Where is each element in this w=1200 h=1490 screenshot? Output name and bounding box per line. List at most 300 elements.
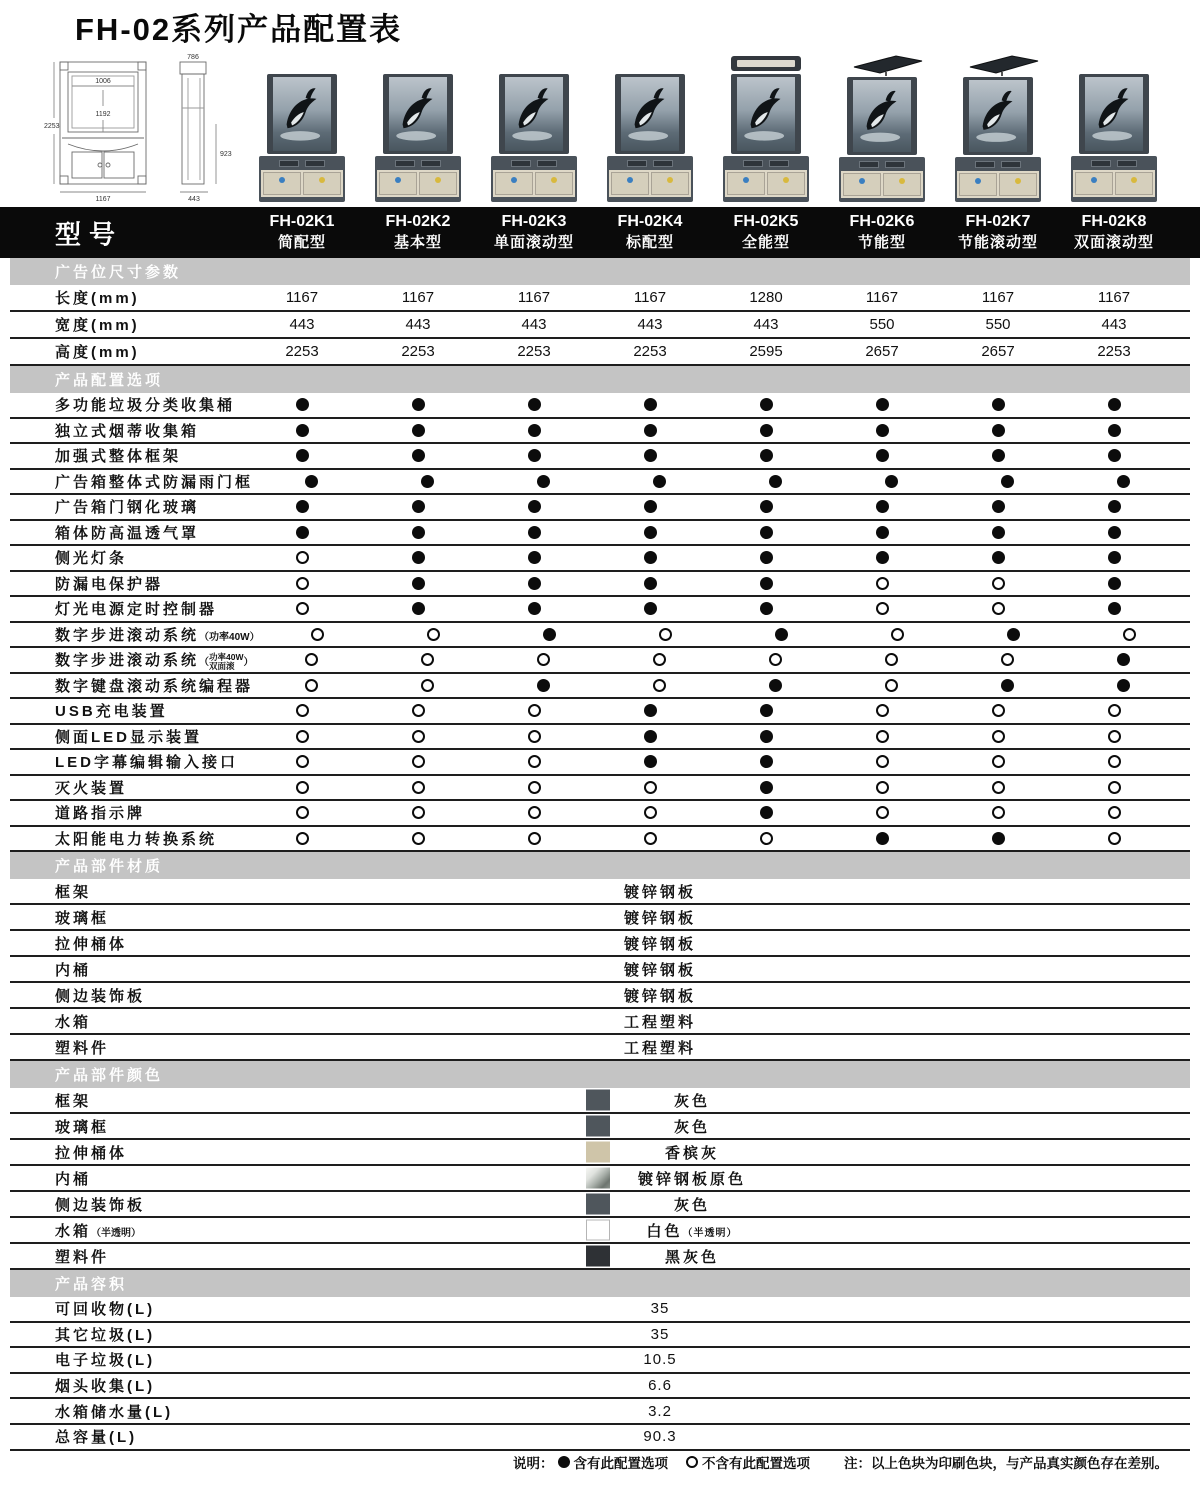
vent-slot (421, 160, 441, 167)
bin-doors (841, 171, 923, 198)
value-cell: 1167 (401, 289, 435, 306)
dot-cell (360, 500, 476, 513)
value-cell: 2253 (1097, 343, 1131, 360)
ad-lightbox (847, 77, 917, 155)
spec-row (10, 1323, 1190, 1349)
spec-row (10, 776, 1190, 802)
spec-row (10, 1425, 1190, 1451)
product-image-fh-02k7 (940, 54, 1056, 202)
dot-cells (244, 500, 1172, 513)
row-label: 水箱 (55, 1013, 92, 1031)
dot-filled (876, 449, 889, 462)
value-cell: 1167 (981, 289, 1015, 306)
dot-empty (528, 781, 541, 794)
dot-cell (360, 755, 476, 768)
door-knob (743, 177, 749, 183)
dot-cell (824, 449, 940, 462)
door-knob (627, 177, 633, 183)
dot-empty (296, 730, 309, 743)
dot-filled (992, 398, 1005, 411)
dot-filled (1108, 602, 1121, 615)
model-column-fh-02k4 (592, 207, 708, 258)
row-label: 可回收物(L) (55, 1301, 156, 1319)
spec-row (10, 312, 1190, 339)
dot-filled (760, 398, 773, 411)
dot-empty (769, 653, 782, 666)
dot-filled (644, 730, 657, 743)
dot-cells (244, 704, 1172, 717)
dot-filled (644, 526, 657, 539)
product-image-fh-02k8 (1056, 54, 1172, 202)
dot-empty (992, 730, 1005, 743)
dot-cell (708, 806, 824, 819)
section-band (10, 366, 1190, 393)
dot-empty (644, 781, 657, 794)
solar-panel-icon (836, 54, 928, 76)
door-knob (1131, 177, 1137, 183)
orca-poster (1085, 77, 1143, 151)
dot-filled (769, 475, 782, 488)
model-code: FH-02K8 (1081, 213, 1147, 231)
dot-cell (592, 526, 708, 539)
dot-cell (824, 704, 940, 717)
dot-empty (644, 806, 657, 819)
model-name: 简配型 (277, 234, 326, 252)
row-label: 总容量(L) (55, 1429, 138, 1447)
vent-slot (279, 160, 299, 167)
dot-cell (476, 526, 592, 539)
dot-cell (485, 679, 601, 692)
dot-filled (537, 475, 550, 488)
dot-filled (876, 832, 889, 845)
bin-door (767, 172, 805, 195)
dot-filled (876, 398, 889, 411)
spec-row (10, 957, 1190, 983)
dot-empty (528, 806, 541, 819)
dot-cell (1056, 704, 1172, 717)
dot-cell (940, 832, 1056, 845)
dot-filled (1117, 653, 1130, 666)
spec-row (10, 1009, 1190, 1035)
dot-cell (360, 577, 476, 590)
dot-cell (717, 475, 833, 488)
dot-filled (1108, 424, 1121, 437)
dot-filled (644, 602, 657, 615)
dot-empty (876, 781, 889, 794)
dot-cell (824, 755, 940, 768)
dot-cell (956, 628, 1072, 641)
bin-cabinet (375, 156, 461, 202)
model-header-bar (0, 207, 1200, 258)
dot-empty (653, 653, 666, 666)
dot-empty (296, 832, 309, 845)
dot-empty (653, 679, 666, 692)
dot-cell (244, 781, 360, 794)
shared-value: 镀锌钢板 (623, 935, 696, 953)
spec-row (10, 597, 1190, 623)
dot-cell (940, 602, 1056, 615)
dot-cell (834, 653, 950, 666)
dot-filled (775, 628, 788, 641)
bin-doors (957, 171, 1039, 198)
vent-slot (769, 160, 789, 167)
dot-empty (528, 704, 541, 717)
dot-filled (1117, 679, 1130, 692)
door-knob (395, 177, 401, 183)
dot-cell (370, 653, 486, 666)
sign-face (737, 60, 795, 67)
vent-slot (975, 161, 995, 168)
bin-door (959, 173, 997, 196)
model-column-fh-02k8 (1056, 207, 1172, 258)
color-name: 镀锌钢板原色 (637, 1170, 746, 1188)
dot-filled (296, 500, 309, 513)
dot-cell (824, 424, 940, 437)
door-knob (319, 177, 325, 183)
dot-empty (305, 679, 318, 692)
dot-empty (1123, 628, 1136, 641)
dot-filled (296, 526, 309, 539)
dot-filled (1001, 475, 1014, 488)
bin-cabinet (723, 156, 809, 202)
shared-value: 90.3 (643, 1428, 677, 1446)
dot-cell (1056, 500, 1172, 513)
dot-cell (360, 602, 476, 615)
value-cells (244, 289, 1172, 306)
spec-row (10, 1192, 1190, 1218)
dot-empty (421, 679, 434, 692)
dot-cell (1056, 424, 1172, 437)
spec-row (10, 1218, 1190, 1244)
door-knob (551, 177, 557, 183)
spec-row (10, 444, 1190, 470)
dot-empty (876, 602, 889, 615)
dot-filled (644, 424, 657, 437)
dot-filled (1007, 628, 1020, 641)
model-name: 节能滚动型 (957, 234, 1038, 252)
value-cell: 443 (405, 316, 431, 333)
spec-row (10, 495, 1190, 521)
row-label: 高度(mm) (55, 344, 140, 361)
dot-cell (476, 832, 592, 845)
dot-filled (769, 679, 782, 692)
dot-cell (360, 449, 476, 462)
dot-cell (244, 602, 360, 615)
ad-lightbox (1079, 74, 1149, 154)
dot-cell (244, 424, 360, 437)
model-columns (244, 207, 1172, 258)
dot-cell (360, 526, 476, 539)
dot-cell (476, 730, 592, 743)
row-label: 其它垃圾(L) (55, 1326, 156, 1344)
spec-row (10, 1348, 1190, 1374)
dot-cell (592, 398, 708, 411)
dot-cell (244, 832, 360, 845)
spec-row (10, 419, 1190, 445)
value-cell: 2253 (633, 343, 667, 360)
dot-cell (708, 398, 824, 411)
dot-cell (940, 424, 1056, 437)
dot-cell (485, 475, 601, 488)
door-knob (279, 177, 285, 183)
dot-cell (824, 577, 940, 590)
dot-filled (760, 704, 773, 717)
dot-cell (708, 500, 824, 513)
dot-cell (708, 577, 824, 590)
dot-cell (824, 806, 940, 819)
dot-cell (360, 398, 476, 411)
bin-cabinet (955, 157, 1041, 202)
dot-filled (412, 424, 425, 437)
row-label-note: （ 功率40W 双面滚 ） (199, 652, 254, 671)
dot-empty (296, 602, 309, 615)
dot-cells (244, 832, 1172, 845)
value-cell: 2253 (401, 343, 435, 360)
dot-cell (476, 449, 592, 462)
dot-filled (296, 424, 309, 437)
empty-dot-icon (686, 1456, 698, 1468)
technical-drawing (42, 52, 242, 204)
door-knob (435, 177, 441, 183)
dot-empty (427, 628, 440, 641)
bin-doors (725, 170, 807, 197)
shared-value: 镀锌钢板 (623, 909, 696, 927)
dot-cells (244, 398, 1172, 411)
dot-cell (592, 449, 708, 462)
dot-filled (992, 424, 1005, 437)
value-cell: 1280 (749, 289, 783, 306)
dot-empty (412, 704, 425, 717)
bin-vents (957, 159, 1039, 170)
model-name: 标配型 (625, 234, 674, 252)
section-label: 产品部件材质 (55, 858, 164, 875)
dot-cell (608, 628, 724, 641)
dot-empty (305, 653, 318, 666)
dot-cells (244, 781, 1172, 794)
dot-cell (1056, 755, 1172, 768)
spec-row (10, 725, 1190, 751)
dot-cell (592, 704, 708, 717)
dot-cell (244, 449, 360, 462)
legend-filled-label: 含有此配置选项 (573, 1456, 668, 1471)
bin-doors (609, 170, 691, 197)
dot-empty (528, 832, 541, 845)
vent-slot (627, 160, 647, 167)
dot-filled (1108, 398, 1121, 411)
dot-cell (833, 679, 949, 692)
dot-cell (244, 806, 360, 819)
dot-cell (592, 551, 708, 564)
dot-cell (1056, 449, 1172, 462)
row-label: 玻璃框 (55, 1118, 110, 1136)
model-name: 全能型 (741, 234, 790, 252)
dot-filled (412, 500, 425, 513)
bin-door (611, 172, 649, 195)
value-cell: 2253 (285, 343, 319, 360)
orca-poster (737, 77, 795, 151)
bin-cabinet (839, 157, 925, 202)
dot-cell (244, 704, 360, 717)
bin-door (303, 172, 341, 195)
value-cell: 2595 (749, 343, 783, 360)
dot-cell (601, 475, 717, 488)
dot-empty (992, 755, 1005, 768)
dot-cell (476, 755, 592, 768)
dot-filled (412, 398, 425, 411)
section-label: 产品部件颜色 (55, 1067, 164, 1084)
row-label: 宽度(mm) (55, 317, 140, 334)
shared-value: 镀锌钢板 (623, 987, 696, 1005)
value-cell: 550 (869, 316, 895, 333)
orca-poster (621, 77, 679, 151)
dot-empty (992, 577, 1005, 590)
dot-cell (824, 781, 940, 794)
value-cell: 443 (1101, 316, 1127, 333)
dot-empty (876, 704, 889, 717)
dot-empty (412, 806, 425, 819)
products-row (244, 54, 1172, 202)
bin-door (651, 172, 689, 195)
value-cells (244, 316, 1172, 333)
footer-legend (513, 1452, 1168, 1472)
dot-cell (1066, 653, 1182, 666)
color-name-note: （半透明） (682, 1227, 738, 1239)
row-label: 拉伸桶体 (55, 935, 128, 953)
dot-cell (718, 653, 834, 666)
shared-value: 35 (650, 1325, 670, 1343)
row-label: 数字键盘滚动系统编程器 (55, 677, 254, 695)
section-label: 产品配置选项 (55, 372, 164, 389)
bin-cabinet (491, 156, 577, 202)
value-cell: 443 (637, 316, 663, 333)
dot-cell (592, 806, 708, 819)
value-cell: 2657 (981, 343, 1015, 360)
model-name: 节能型 (857, 234, 906, 252)
spec-row (10, 827, 1190, 853)
dot-filled (1108, 449, 1121, 462)
door-knob (859, 178, 865, 184)
dot-empty (885, 679, 898, 692)
bin-vents (1073, 158, 1155, 169)
dot-empty (1108, 781, 1121, 794)
dot-cell (360, 551, 476, 564)
dot-cell (824, 602, 940, 615)
spec-row (10, 1297, 1190, 1323)
dot-filled (305, 475, 318, 488)
color-disclaimer-note: 注：以上色块为印刷色块，与产品真实颜色存在差别。 (844, 1456, 1168, 1471)
dot-empty (760, 832, 773, 845)
row-label: 框架 (55, 883, 92, 901)
spec-row (10, 879, 1190, 905)
dot-filled (760, 449, 773, 462)
value-cell: 1167 (633, 289, 667, 306)
dot-cell (940, 755, 1056, 768)
spec-row (10, 1088, 1190, 1114)
dot-empty (412, 755, 425, 768)
orca-poster (505, 77, 563, 151)
sign-box (731, 56, 801, 71)
dot-cell (592, 832, 708, 845)
dot-cells (244, 755, 1172, 768)
row-label: 侧面LED显示装置 (55, 728, 203, 746)
dot-cell (940, 781, 1056, 794)
row-label: 防漏电保护器 (55, 575, 164, 593)
dot-filled (760, 424, 773, 437)
row-label: 烟头收集(L) (55, 1378, 156, 1396)
dim-overall-height: 2253 (44, 123, 60, 130)
dot-filled (296, 398, 309, 411)
dot-cell (244, 500, 360, 513)
spec-row (10, 750, 1190, 776)
dot-empty (412, 781, 425, 794)
bin-doors (377, 170, 459, 197)
row-note-stack (209, 653, 243, 671)
model-column-fh-02k1 (244, 207, 360, 258)
ad-lightbox (499, 74, 569, 154)
dot-cell (824, 551, 940, 564)
dot-empty (296, 551, 309, 564)
row-label: LED字幕编辑输入接口 (55, 754, 239, 772)
dot-cell (592, 755, 708, 768)
value-cells (244, 343, 1172, 360)
row-label: 侧边装饰板 (55, 987, 146, 1005)
bin-doors (261, 170, 343, 197)
model-code: FH-02K5 (733, 213, 799, 231)
dot-empty (296, 806, 309, 819)
dot-cells (260, 628, 1188, 641)
legend-prefix: 说明： (513, 1456, 554, 1471)
dot-cell (949, 475, 1065, 488)
spec-table (10, 258, 1190, 1451)
dot-filled (528, 449, 541, 462)
row-label: 电子垃圾(L) (55, 1352, 156, 1370)
dim-inner-width: 1006 (95, 78, 111, 85)
dot-cell (244, 398, 360, 411)
row-label: 数字步进滚动系统（功率40W） (55, 626, 260, 644)
dot-filled (760, 551, 773, 564)
color-name: 白色（半透明） (646, 1222, 738, 1240)
row-label: 箱体防高温透气罩 (55, 524, 200, 542)
note-line: 双面滚 (209, 660, 235, 671)
dot-filled (296, 449, 309, 462)
ad-lightbox (731, 74, 801, 154)
dot-cell (476, 551, 592, 564)
color-name: 香槟灰 (664, 1144, 719, 1162)
spec-row (10, 801, 1190, 827)
dot-cell (840, 628, 956, 641)
dot-cell (1056, 551, 1172, 564)
model-column-fh-02k6 (824, 207, 940, 258)
dot-empty (1001, 653, 1014, 666)
value-cell: 1167 (1097, 289, 1131, 306)
spec-row (10, 285, 1190, 312)
dot-empty (876, 577, 889, 590)
dot-cells (244, 551, 1172, 564)
dot-empty (296, 704, 309, 717)
dot-cell (940, 704, 1056, 717)
dot-filled (412, 449, 425, 462)
spec-row (10, 1374, 1190, 1400)
dot-filled (644, 577, 657, 590)
vent-slot (395, 160, 415, 167)
dot-filled (528, 424, 541, 437)
dot-filled (760, 526, 773, 539)
dot-filled (992, 526, 1005, 539)
product-image-fh-02k5 (708, 54, 824, 202)
orca-poster (969, 80, 1027, 152)
dot-filled (412, 551, 425, 564)
door-knob (783, 177, 789, 183)
